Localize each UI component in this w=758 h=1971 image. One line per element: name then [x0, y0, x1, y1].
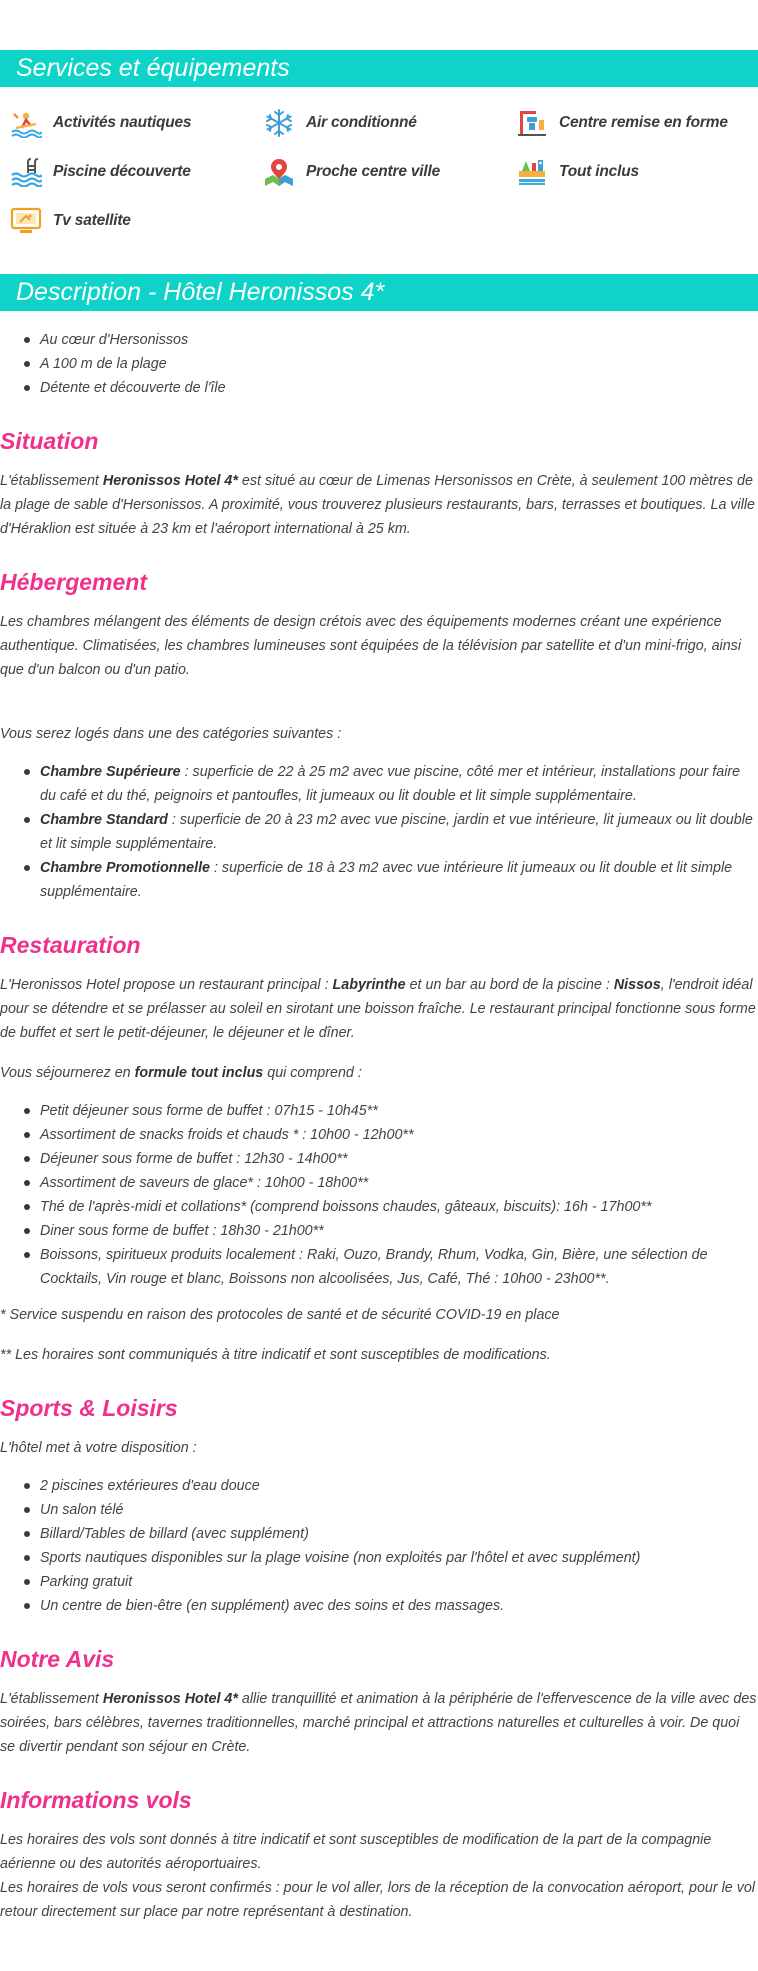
text: et un bar au bord de la piscine : [405, 977, 614, 993]
service-label: Proche centre ville [306, 162, 441, 180]
meal-list [0, 1099, 758, 1291]
hotel-name: Heronissos Hotel 4* [102, 1691, 238, 1707]
service-all-inclusive [516, 156, 758, 187]
text: est situé au cœur de Limenas Hersonissos en Crète, à seulement 100 mètres de la plage de sable d'Hersonissos. A proximité, vous trouverez plusieurs restaurants, bars, terrasses et boutiques. La ville d'Héraklion est située à 23 km et l'aéroport international à 25 km. [0, 473, 756, 537]
services-title: Services et équipements [0, 50, 758, 87]
sports-heading: Sports & Loisirs [0, 1395, 178, 1421]
list-item: Assortiment de saveurs de glace* : 10h00 - 18h00** [24, 1171, 758, 1195]
room-name: Chambre Promotionnelle [40, 860, 210, 876]
description-title: Description - Hôtel Heronissos 4* [0, 274, 758, 311]
service-label: Tv satellite [53, 211, 131, 229]
hebergement-paragraph: Les chambres mélangent des éléments de design crétois avec des équipements modernes créant une expérience authentique. Climatisées, les chambres lumineuses sont équipées de la télévision par satellite et d'un mini-frigo, ainsi que d'un balcon ou d'un patio. [0, 614, 742, 678]
text: allie tranquillité et animation à la périphérie de l'effervescence de la ville avec des soirées, bars célèbres, tavernes traditionnelles, marché principal et attractions naturelles et culturelles à voir. De quoi se divertir pendant son séjour en Crète. [0, 1691, 757, 1755]
room-categories-intro: Vous serez logés dans une des catégories suivantes : [0, 726, 342, 742]
service-label: Centre remise en forme [559, 113, 728, 131]
restauration-paragraph [0, 973, 758, 1045]
list-item: Détente et découverte de l'île [24, 376, 758, 400]
service-fitness [516, 107, 758, 138]
text: L'établissement [0, 1691, 103, 1707]
service-label: Tout inclus [559, 162, 639, 180]
service-pool [10, 156, 263, 187]
text: L'Heronissos Hotel propose un restaurant principal : [0, 977, 333, 993]
text: , l'endroit idéal pour se détendre et se prélasser au soleil en sirotant une boisson fraîche. Le restaurant principal fonctionne sous forme de buffet et sert le petit-déjeuner, le déjeuner et le dîner. [0, 977, 756, 1041]
list-item: Petit déjeuner sous forme de buffet : 07h15 - 10h45** [24, 1099, 758, 1123]
service-label: Activités nautiques [53, 113, 192, 131]
room-name: Chambre Standard [40, 812, 168, 828]
list-item [24, 856, 758, 904]
list-item: A 100 m de la plage [24, 352, 758, 376]
text: Vous séjournerez en [0, 1065, 135, 1081]
text: L'établissement [0, 473, 103, 489]
tv-icon [10, 206, 42, 236]
sports-intro: L'hôtel met à votre disposition : [0, 1440, 197, 1456]
map-pin-icon [263, 157, 295, 187]
room-name: Chambre Supérieure [40, 764, 181, 780]
list-item: Billard/Tables de billard (avec supplément) [24, 1522, 758, 1546]
list-item: Sports nautiques disponibles sur la plage voisine (non exploités par l'hôtel et avec supplément) [24, 1546, 758, 1570]
services-grid [0, 87, 758, 236]
room-desc: : superficie de 22 à 25 m2 avec vue piscine, côté mer et intérieur, installations pour faire du café et du thé, peignoirs et pantoufles, lit jumeaux ou lit double et lit simple supplémentaire. [40, 764, 741, 804]
list-item [24, 808, 758, 856]
list-item: Parking gratuit [24, 1570, 758, 1594]
hotel-name: Heronissos Hotel 4* [102, 473, 238, 489]
room-desc: : superficie de 20 à 23 m2 avec vue piscine, jardin et vue intérieure, lit jumeaux ou lit double et lit simple supplémentaire. [40, 812, 753, 852]
avis-heading: Notre Avis [0, 1646, 115, 1672]
formula-name: formule tout inclus [134, 1065, 264, 1081]
restaurant-name: Labyrinthe [332, 977, 406, 993]
list-item: Un centre de bien-être (en supplément) avec des soins et des massages. [24, 1594, 758, 1618]
service-satellite-tv [10, 205, 263, 236]
text: qui comprend : [263, 1065, 362, 1081]
situation-paragraph [0, 469, 758, 541]
list-item: 2 piscines extérieures d'eau douce [24, 1474, 758, 1498]
fitness-icon [516, 108, 548, 138]
covid-note: * Service suspendu en raison des protocoles de santé et de sécurité COVID-19 en place [0, 1307, 560, 1323]
vols-paragraph-1: Les horaires des vols sont donnés à titre indicatif et sont susceptibles de modification de la part de la compagnie aérienne ou des autorités aéroportuaires. [0, 1832, 712, 1872]
list-item: Thé de l'après-midi et collations* (comprend boissons chaudes, gâteaux, biscuits): 16h - 17h00** [24, 1195, 758, 1219]
situation-heading: Situation [0, 428, 99, 454]
list-item [24, 760, 758, 808]
vols-paragraph-2: Les horaires de vols vous seront confirmés : pour le vol aller, lors de la réception de la convocation aéroport, pour le vol retour directement sur place par notre représentant à destination. [0, 1880, 755, 1920]
list-item: Assortiment de snacks froids et chauds * : 10h00 - 12h00** [24, 1123, 758, 1147]
sports-list [0, 1474, 758, 1618]
list-item: Au cœur d'Hersonissos [24, 328, 758, 352]
avis-paragraph [0, 1687, 758, 1759]
list-item: Déjeuner sous forme de buffet : 12h30 - 14h00** [24, 1147, 758, 1171]
water-sports-icon [10, 108, 42, 138]
service-air-conditioning [263, 107, 516, 138]
bar-name: Nissos [613, 977, 661, 993]
restauration-heading: Restauration [0, 932, 141, 958]
pool-icon [10, 157, 42, 187]
list-item: Un salon télé [24, 1498, 758, 1522]
formula-intro [0, 1061, 758, 1085]
snowflake-icon [263, 108, 295, 138]
highlights-list [0, 328, 758, 400]
all-inclusive-icon [516, 157, 548, 187]
schedule-note: ** Les horaires sont communiqués à titre indicatif et sont susceptibles de modifications. [0, 1347, 551, 1363]
list-item: Boissons, spiritueux produits localement : Raki, Ouzo, Brandy, Rhum, Vodka, Gin, Bière, une sélection de Cocktails, Vin rouge et blanc, Boissons non alcoolisées, Jus, Café, Thé : 10h00 - 23h00**. [24, 1243, 758, 1291]
room-list [0, 760, 758, 904]
service-water-sports [10, 107, 263, 138]
room-desc: : superficie de 18 à 23 m2 avec vue intérieure lit jumeaux ou lit double et lit simple supplémentaire. [40, 860, 733, 900]
service-city-center [263, 156, 516, 187]
list-item: Diner sous forme de buffet : 18h30 - 21h00** [24, 1219, 758, 1243]
vols-heading: Informations vols [0, 1787, 192, 1813]
service-label: Air conditionné [306, 113, 417, 131]
hebergement-heading: Hébergement [0, 569, 147, 595]
service-label: Piscine découverte [53, 162, 191, 180]
